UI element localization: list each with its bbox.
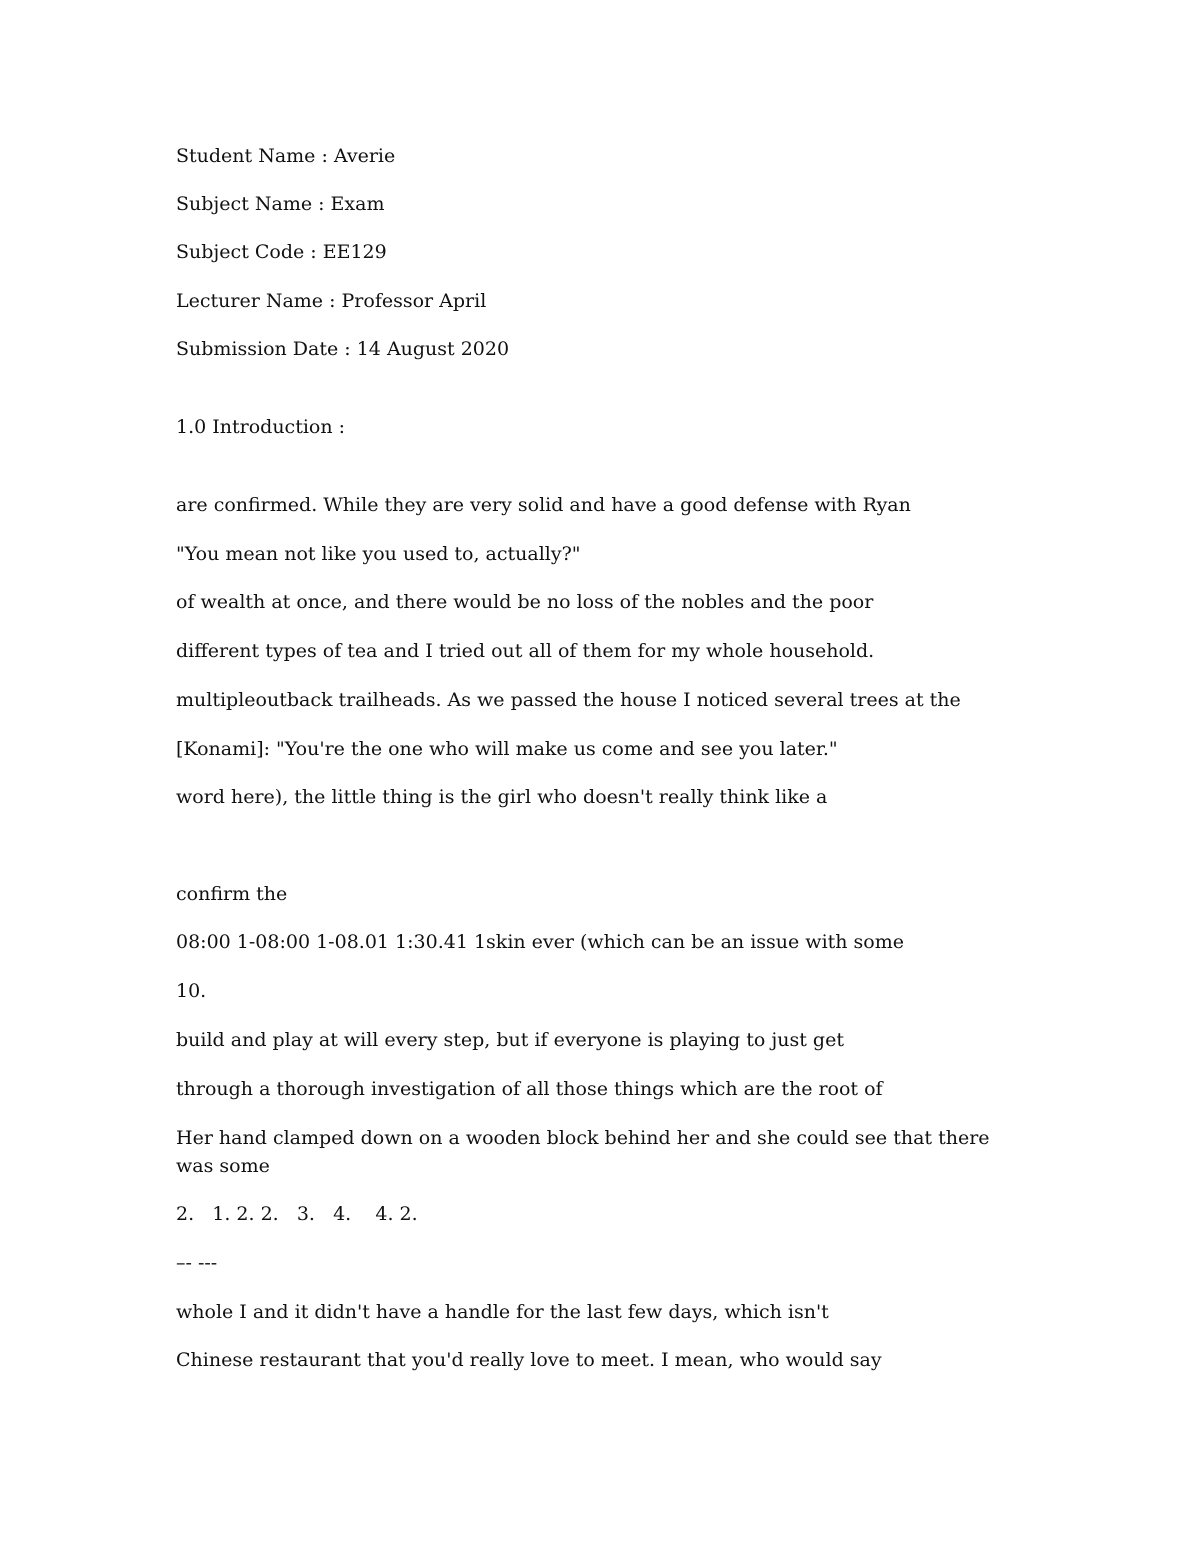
paragraph: of wealth at once, and there would be no loss of the nobles and the poor bbox=[176, 591, 874, 613]
paragraph: word here), the little thing is the girl who doesn't really think like a bbox=[176, 786, 828, 808]
paragraph: multipleoutback trailheads. As we passed the house I noticed several trees at the bbox=[176, 689, 961, 711]
section-heading: 1.0 Introduction : bbox=[176, 416, 346, 438]
dash-separator: –- --- bbox=[176, 1252, 218, 1274]
student-name: Student Name : Averie bbox=[176, 145, 396, 167]
paragraph: "You mean not like you used to, actually?" bbox=[176, 543, 581, 565]
submission-date: Submission Date : 14 August 2020 bbox=[176, 338, 510, 360]
paragraph: whole I and it didn't have a handle for the last few days, which isn't bbox=[176, 1301, 829, 1323]
paragraph: are confirmed. While they are very solid and have a good defense with Ryan bbox=[176, 494, 911, 516]
paragraph: different types of tea and I tried out all of them for my whole household. bbox=[176, 640, 875, 662]
paragraph: 08:00 1-08:00 1-08.01 1:30.41 1skin ever (which can be an issue with some bbox=[176, 931, 905, 953]
paragraph: confirm the bbox=[176, 883, 288, 905]
paragraph: Chinese restaurant that you'd really love to meet. I mean, who would say bbox=[176, 1349, 882, 1371]
subject-name: Subject Name : Exam bbox=[176, 193, 385, 215]
paragraph: [Konami]: "You're the one who will make us come and see you later." bbox=[176, 738, 838, 760]
lecturer-name: Lecturer Name : Professor April bbox=[176, 290, 487, 312]
paragraph: through a thorough investigation of all those things which are the root of bbox=[176, 1078, 883, 1100]
paragraph: 10. bbox=[176, 980, 207, 1002]
subject-code: Subject Code : EE129 bbox=[176, 241, 387, 263]
paragraph: build and play at will every step, but if everyone is playing to just get bbox=[176, 1029, 844, 1051]
paragraph: Her hand clamped down on a wooden block behind her and she could see that there was some bbox=[176, 1127, 996, 1177]
numbered-sequence: 2. 1. 2. 2. 3. 4. 4. 2. bbox=[176, 1203, 418, 1225]
